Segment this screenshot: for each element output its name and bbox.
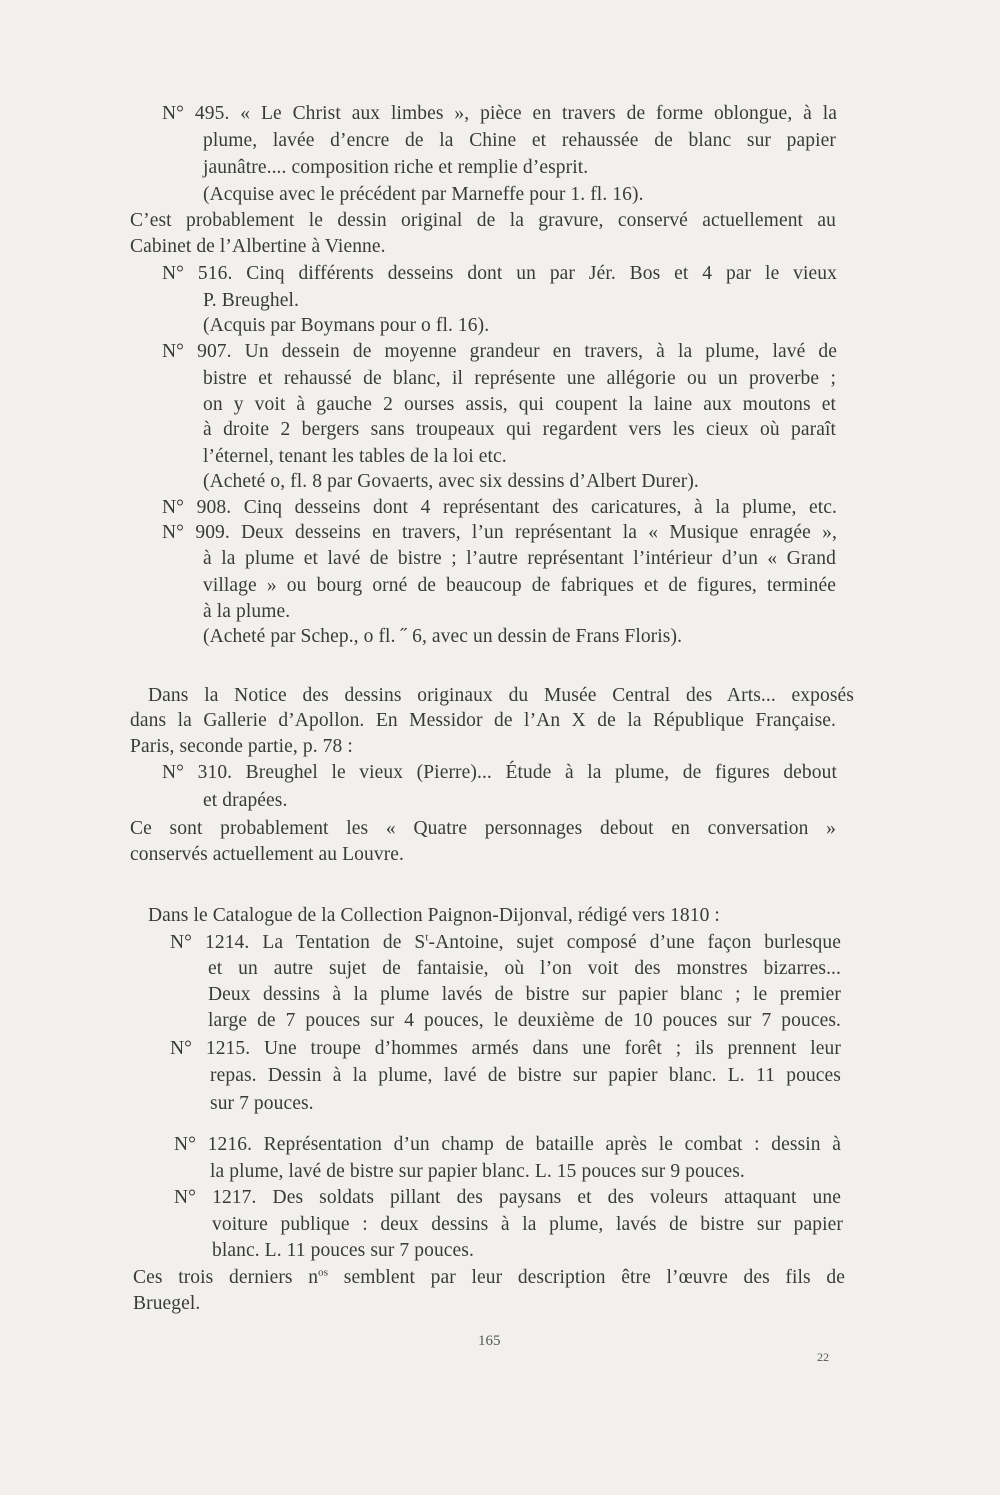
entry-1214-line-4: large de 7 pouces sur 4 pouces, le deuxième de 10 pouces sur 7 pouces. [208, 1010, 841, 1031]
entry-495: N° 495. « Le Christ aux limbes », pièce en travers de forme oblongue, à la [162, 103, 837, 124]
signature-mark: 22 [817, 1350, 829, 1364]
closing-paragraph-end: semblent par leur description être l’œuvre des fils de [328, 1267, 845, 1288]
closing-paragraph-start: Ces trois derniers n [133, 1267, 319, 1288]
commentary-paragraph-line-2: Cabinet de l’Albertine à Vienne. [130, 236, 386, 257]
catalogue-paragraph: Dans le Catalogue de la Collection Paignon-Dijonval, rédigé vers 1810 : [148, 905, 720, 926]
entry-1217-line-2: voiture publique : deux dessins à la plume, lavés de bistre sur papier [212, 1214, 843, 1235]
notice-paragraph-line-3: Paris, seconde partie, p. 78 : [130, 736, 353, 757]
entry-907-line-5: l’éternel, tenant les tables de la loi etc. [203, 446, 507, 467]
entry-516-line-2: P. Breughel. [203, 290, 299, 311]
entry-516-note: (Acquis par Boymans pour o fl. 16). [203, 315, 490, 336]
entry-1215: N° 1215. Une troupe d’hommes armés dans une forêt ; ils prennent leur [170, 1038, 841, 1059]
entry-909-line-3: village » ou bourg orné de beaucoup de fabriques et de figures, terminée [203, 575, 836, 596]
entry-907-line-3: on y voit à gauche 2 ourses assis, qui coupent la laine aux moutons et [203, 394, 836, 415]
entry-1217-line-3: blanc. L. 11 pouces sur 7 pouces. [212, 1240, 474, 1261]
entry-907-line-4: à droite 2 bergers sans troupeaux qui regardent vers les cieux où paraît [203, 419, 836, 440]
entry-909-note: (Acheté par Schep., o fl. ˝ 6, avec un dessin de Frans Floris). [203, 626, 683, 647]
entry-310-line-2: et drapées. [203, 790, 288, 811]
entry-1214 [170, 931, 841, 955]
entry-908: N° 908. Cinq desseins dont 4 représentant des caricatures, à la plume, etc. [162, 497, 837, 518]
entry-1217: N° 1217. Des soldats pillant des paysans et des voleurs attaquant une [174, 1187, 841, 1208]
entry-516: N° 516. Cinq différents desseins dont un par Jér. Bos et 4 par le vieux [162, 263, 837, 284]
entry-1215-line-3: sur 7 pouces. [210, 1093, 314, 1114]
louvre-paragraph: Ce sont probablement les « Quatre personnages debout en conversation » [130, 818, 836, 839]
entry-495-note: (Acquise avec le précédent par Marneffe pour 1. fl. 16). [203, 184, 644, 205]
closing-paragraph [133, 1266, 845, 1290]
entry-909: N° 909. Deux desseins en travers, l’un représentant la « Musique enragée », [162, 522, 837, 543]
entry-1214-line-2: et un autre sujet de fantaisie, où l’on voit des monstres bizarres... [208, 958, 841, 979]
superscript-os: os [318, 1266, 329, 1279]
entry-1214-text-start: N° 1214. La Tentation de S [170, 932, 426, 953]
entry-1216: N° 1216. Représentation d’un champ de bataille après le combat : dessin à [174, 1134, 841, 1155]
entry-909-line-2: à la plume et lavé de bistre ; l’autre représentant l’intérieur d’un « Grand [203, 548, 836, 569]
entry-907: N° 907. Un dessein de moyenne grandeur en travers, à la plume, lavé de [162, 341, 837, 362]
closing-paragraph-line-2: Bruegel. [133, 1293, 201, 1314]
entry-907-note: (Acheté o, fl. 8 par Govaerts, avec six dessins d’Albert Durer). [203, 471, 699, 492]
entry-495-line-2: plume, lavée d’encre de la Chine et rehaussée de blanc sur papier [203, 130, 836, 151]
notice-paragraph: Dans la Notice des dessins originaux du Musée Central des Arts... exposés [148, 685, 854, 706]
entry-1214-text-end: -Antoine, sujet composé d’une façon burlesque [428, 932, 841, 953]
entry-907-line-2: bistre et rehaussé de blanc, il représente une allégorie ou un proverbe ; [203, 368, 836, 389]
louvre-paragraph-line-2: conservés actuellement au Louvre. [130, 844, 405, 865]
entry-310: N° 310. Breughel le vieux (Pierre)... Étude à la plume, de figures debout [162, 762, 837, 783]
entry-495-line-3: jaunâtre.... composition riche et remplie d’esprit. [203, 157, 589, 178]
entry-1216-line-2: la plume, lavé de bistre sur papier blanc. L. 15 pouces sur 9 pouces. [210, 1161, 745, 1182]
entry-1214-line-3: Deux dessins à la plume lavés de bistre sur papier blanc ; le premier [208, 984, 841, 1005]
commentary-paragraph: C’est probablement le dessin original de la gravure, conservé actuellement au [130, 210, 836, 231]
page-number: 165 [478, 1333, 501, 1349]
superscript-t: t [425, 931, 429, 944]
entry-1215-line-2: repas. Dessin à la plume, lavé de bistre sur papier blanc. L. 11 pouces [210, 1065, 841, 1086]
entry-909-line-4: à la plume. [203, 601, 291, 622]
notice-paragraph-line-2: dans la Gallerie d’Apollon. En Messidor de l’An X de la République Française. [130, 710, 836, 731]
